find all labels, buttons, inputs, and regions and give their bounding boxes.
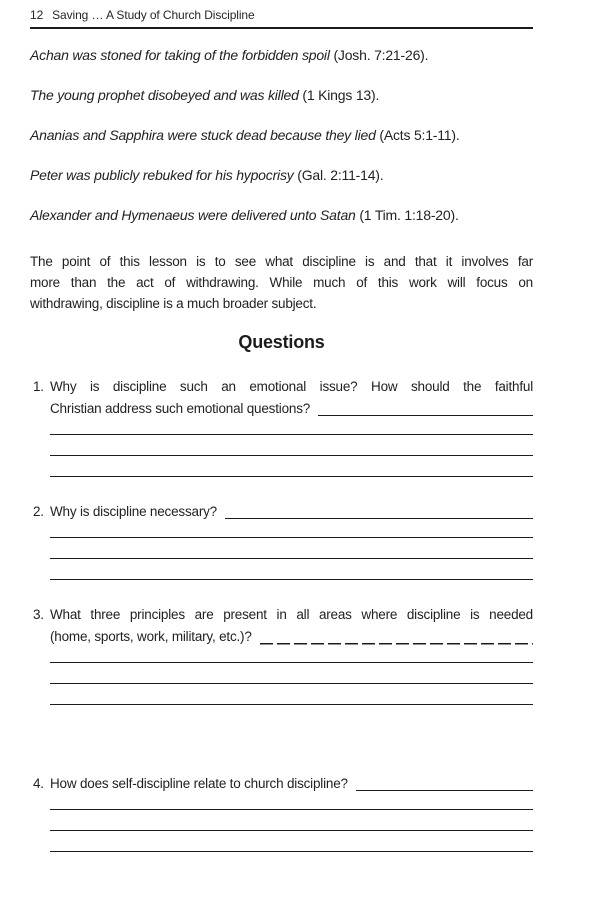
question-text-line: Why is discipline such an emotional issue? How should the faithful: [50, 379, 533, 394]
question-text-line: [50, 501, 533, 523]
question-body: [50, 376, 533, 477]
question-text: Why is discipline necessary?: [50, 504, 217, 519]
answer-line: [50, 523, 533, 538]
paragraph-line: more than the act of withdrawing. While much of this work will focus on: [30, 275, 533, 290]
header-title: Saving … A Study of Church Discipline: [52, 8, 255, 22]
questions-list: [30, 376, 533, 852]
question-number: 3.: [33, 607, 44, 622]
statement-reference: (Josh. 7:21-26).: [329, 47, 429, 63]
answer-line: [50, 559, 533, 580]
answer-line: [50, 684, 533, 705]
page-number: 12: [30, 8, 44, 22]
statement-reference: (Gal. 2:11-14).: [293, 167, 384, 183]
answer-line: [50, 456, 533, 477]
question-body: [50, 604, 533, 705]
statement-reference: (1 Kings 13).: [298, 87, 380, 103]
statement-item: [30, 206, 533, 224]
question-text-line: [50, 626, 533, 648]
answer-line: [50, 663, 533, 684]
answer-line: [50, 831, 533, 852]
question-item: [30, 501, 533, 580]
paragraph-line: withdrawing, discipline is a much broader subject.: [30, 296, 317, 311]
statement-item: [30, 86, 533, 104]
statement-reference: (Acts 5:1-11).: [375, 127, 460, 143]
statement-item: [30, 166, 533, 184]
answer-line: [50, 648, 533, 663]
answer-blank-inline: [356, 773, 533, 791]
answer-line: [50, 795, 533, 810]
question-body: [50, 773, 533, 852]
intro-paragraph: [30, 251, 533, 314]
question-item: [30, 604, 533, 705]
statement-item: [30, 46, 533, 64]
statement-item: [30, 126, 533, 144]
answer-blank-inline: [225, 501, 533, 519]
statement-text: Alexander and Hymenaeus were delivered unto Satan: [30, 207, 356, 223]
question-item: [30, 376, 533, 477]
question-number: 4.: [33, 776, 44, 791]
statement-text: The young prophet disobeyed and was killed: [30, 87, 299, 103]
question-text-line: What three principles are present in all areas where discipline is needed: [50, 607, 533, 622]
question-body: [50, 501, 533, 580]
answer-blank-inline: [260, 626, 533, 645]
question-text-line: [50, 398, 533, 420]
question-number: 2.: [33, 504, 44, 519]
answer-line: [50, 810, 533, 831]
answer-line: [50, 538, 533, 559]
questions-heading: Questions: [238, 332, 325, 352]
question-text: How does self-discipline relate to church discipline?: [50, 776, 348, 791]
statement-text: Peter was publicly rebuked for his hypocrisy: [30, 167, 294, 183]
question-text: (home, sports, work, military, etc.)?: [50, 629, 252, 644]
statement-text: Achan was stoned for taking of the forbidden spoil: [30, 47, 330, 63]
question-text-line: [50, 773, 533, 795]
statement-reference: (1 Tim. 1:18-20).: [355, 207, 459, 223]
page-header: [30, 8, 533, 29]
question-item: [30, 773, 533, 852]
statements-list: [30, 46, 533, 224]
question-text: Christian address such emotional questions?: [50, 401, 311, 416]
answer-line: [50, 435, 533, 456]
answer-blank-inline: [318, 398, 533, 416]
question-number: 1.: [33, 379, 44, 394]
statement-text: Ananias and Sapphira were stuck dead because they lied: [30, 127, 376, 143]
paragraph-line: The point of this lesson is to see what discipline is and that it involves far: [30, 254, 533, 269]
answer-line: [50, 420, 533, 435]
